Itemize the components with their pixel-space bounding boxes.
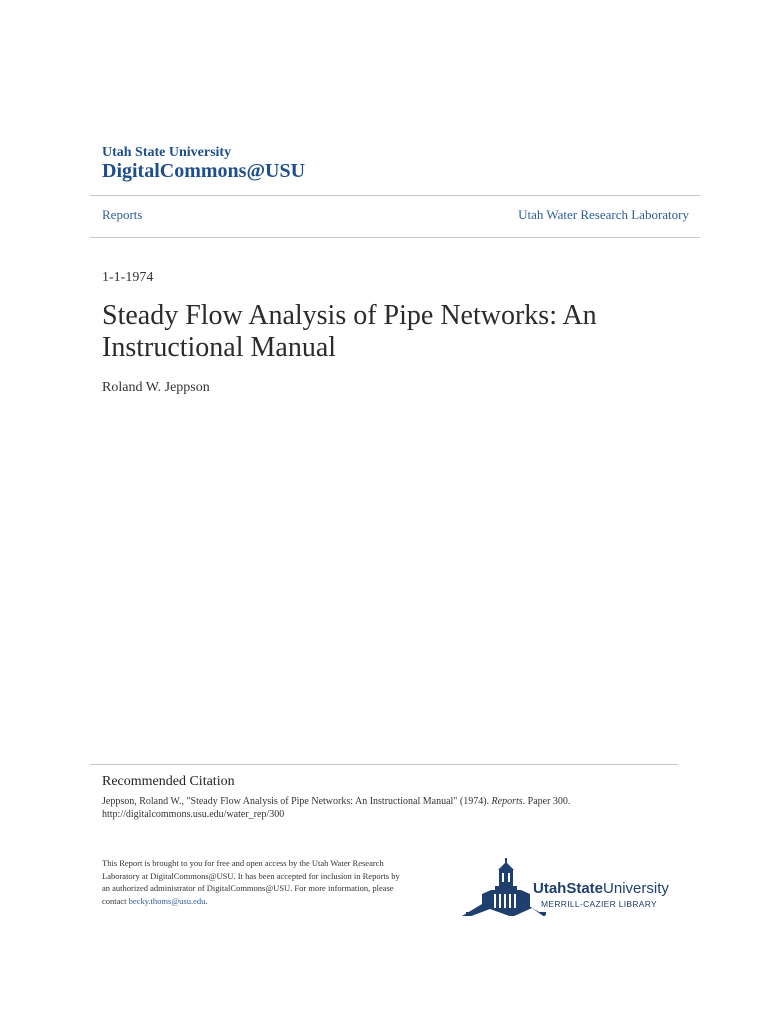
- notice-end: .: [205, 895, 208, 906]
- logo-name-bold: UtahState: [533, 880, 604, 897]
- divider-citation: [90, 764, 678, 765]
- university-name: Utah State University: [102, 145, 232, 160]
- author-name: Roland W. Jeppson: [102, 380, 210, 395]
- divider-nav: [90, 237, 700, 238]
- logo-library-name: MERRILL-CAZIER LIBRARY: [541, 899, 658, 909]
- divider-top: [90, 195, 700, 196]
- citation-series: Reports: [491, 796, 523, 807]
- publication-date: 1-1-1974: [102, 270, 154, 285]
- citation-text: [102, 796, 682, 821]
- citation-body: Jeppson, Roland W., "Steady Flow Analysis of Pipe Networks: An Instructional Manual" (1974).: [102, 796, 492, 807]
- notice-text: This Report is brought to you for free and open access by the Utah Water Research Laboratory at DigitalCommons@USU. It has been accepted for inclusion in Reports by an authorized administrator of DigitalCommons@USU. For more information, please contact: [102, 858, 400, 906]
- repository-name[interactable]: DigitalCommons@USU: [102, 160, 306, 182]
- department-link[interactable]: Utah Water Research Laboratory: [518, 207, 689, 222]
- citation-paper: . Paper 300.: [522, 796, 571, 807]
- document-title: Steady Flow Analysis of Pipe Networks: An Instructional Manual: [102, 300, 597, 363]
- reports-link[interactable]: Reports: [102, 207, 143, 222]
- logo-name-regular: University: [603, 880, 669, 897]
- contact-email-link[interactable]: becky.thoms@usu.edu: [128, 895, 206, 906]
- logo-university-name: [533, 880, 669, 897]
- citation-url[interactable]: http://digitalcommons.usu.edu/water_rep/300: [102, 808, 285, 820]
- citation-heading: Recommended Citation: [102, 774, 235, 789]
- access-notice: [102, 857, 402, 907]
